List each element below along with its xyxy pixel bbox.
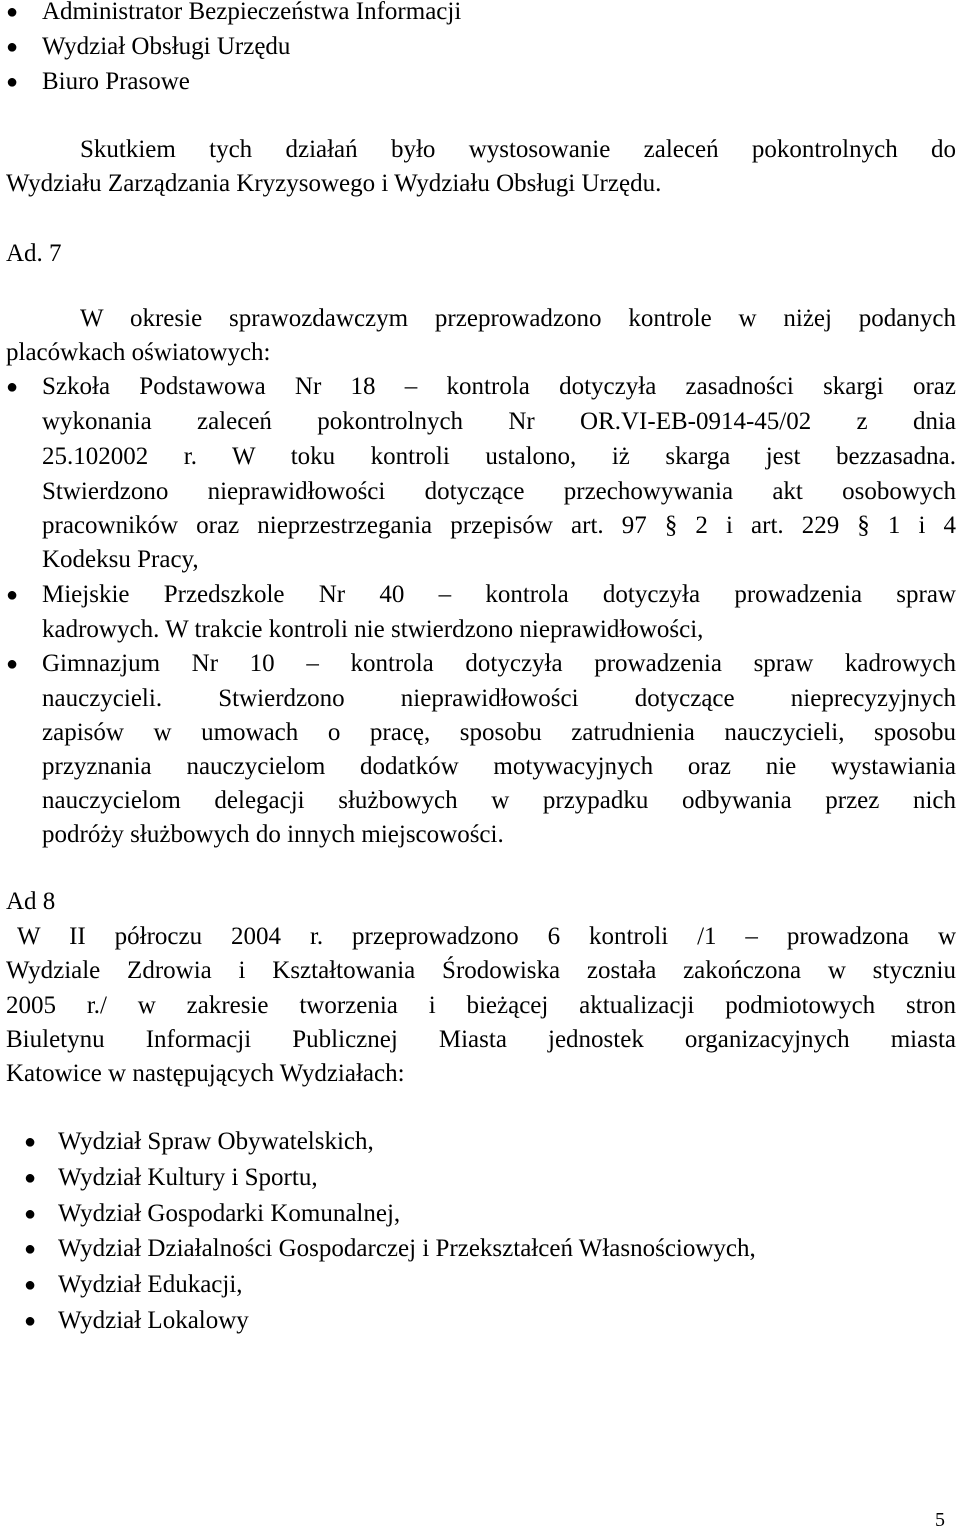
list-item-text: Wydział Gospodarki Komunalnej, bbox=[58, 1200, 401, 1227]
list-item-text: Wydział Obsługi Urzędu bbox=[42, 33, 291, 60]
bullet-icon: ● bbox=[6, 36, 19, 58]
paragraph-line: Wydziale Zdrowia i Kształtowania Środowiska została zakończona w styczniu bbox=[6, 957, 956, 984]
bullet-icon: ● bbox=[6, 376, 19, 398]
bullet-icon: ● bbox=[6, 1, 19, 23]
page-number: 5 bbox=[935, 1509, 945, 1531]
list-item-text: Wydział Spraw Obywatelskich, bbox=[58, 1128, 374, 1155]
bullet-icon: ● bbox=[24, 1274, 37, 1296]
bullet-icon: ● bbox=[24, 1203, 37, 1225]
list-item-line: zapisów w umowach o pracę, sposobu zatrudnienia nauczycieli, sposobu bbox=[42, 719, 956, 746]
list-item-line: wykonania zaleceń pokontrolnych Nr OR.VI-EB-0914-45/02 z dnia bbox=[42, 408, 956, 435]
list-item-text: Wydział Edukacji, bbox=[58, 1271, 243, 1298]
paragraph-line: Wydziału Zarządzania Kryzysowego i Wydziału Obsługi Urzędu. bbox=[6, 170, 662, 197]
list-item-text: Wydział Działalności Gospodarczej i Przekształceń Własnościowych, bbox=[58, 1235, 756, 1262]
bullet-icon: ● bbox=[24, 1238, 37, 1260]
list-item-line: 25.102002 r. W toku kontroli ustalono, iż skarga jest bezzasadna. bbox=[42, 443, 956, 470]
list-item-line: podróży służbowych do innych miejscowości. bbox=[42, 821, 504, 848]
list-item-line: kadrowych. W trakcie kontroli nie stwierdzono nieprawidłowości, bbox=[42, 616, 704, 643]
list-item-text: Wydział Lokalowy bbox=[58, 1307, 249, 1334]
paragraph-line: Biuletynu Informacji Publicznej Miasta jednostek organizacyjnych miasta bbox=[6, 1026, 956, 1053]
section-heading-ad7: Ad. 7 bbox=[6, 240, 62, 267]
paragraph-line: W okresie sprawozdawczym przeprowadzono kontrole w niżej podanych bbox=[80, 305, 956, 332]
bullet-icon: ● bbox=[6, 584, 19, 606]
list-item-line: Gimnazjum Nr 10 – kontrola dotyczyła prowadzenia spraw kadrowych bbox=[42, 650, 956, 677]
list-item-text: Administrator Bezpieczeństwa Informacji bbox=[42, 0, 462, 25]
paragraph-line: placówkach oświatowych: bbox=[6, 339, 271, 366]
list-item-line: przyznania nauczycielom dodatków motywacyjnych oraz nie wystawiania bbox=[42, 753, 956, 780]
list-item-text: Biuro Prasowe bbox=[42, 68, 190, 95]
bullet-icon: ● bbox=[6, 71, 19, 93]
list-item-line: Szkoła Podstawowa Nr 18 – kontrola dotyczyła zasadności skargi oraz bbox=[42, 373, 956, 400]
paragraph-line: Katowice w następujących Wydziałach: bbox=[6, 1060, 405, 1087]
list-item-line: nauczycielom delegacji służbowych w przypadku odbywania przez nich bbox=[42, 787, 956, 814]
list-item-line: Miejskie Przedszkole Nr 40 – kontrola dotyczyła prowadzenia spraw bbox=[42, 581, 956, 608]
list-item-line: Kodeksu Pracy, bbox=[42, 546, 199, 573]
list-item-line: pracowników oraz nieprzestrzegania przepisów art. 97 § 2 i art. 229 § 1 i 4 bbox=[42, 512, 956, 539]
bullet-icon: ● bbox=[24, 1131, 37, 1153]
list-item-line: Stwierdzono nieprawidłowości dotyczące przechowywania akt osobowych bbox=[42, 478, 956, 505]
bullet-icon: ● bbox=[24, 1167, 37, 1189]
list-item-text: Wydział Kultury i Sportu, bbox=[58, 1164, 318, 1191]
paragraph-line: W II półroczu 2004 r. przeprowadzono 6 kontroli /1 – prowadzona w bbox=[17, 923, 956, 950]
bullet-icon: ● bbox=[24, 1310, 37, 1332]
paragraph-line: Skutkiem tych działań było wystosowanie zaleceń pokontrolnych do bbox=[80, 136, 956, 163]
section-heading-ad8: Ad 8 bbox=[6, 888, 56, 915]
bullet-icon: ● bbox=[6, 653, 19, 675]
list-item-line: nauczycieli. Stwierdzono nieprawidłowości dotyczące nieprecyzyjnych bbox=[42, 685, 956, 712]
paragraph-line: 2005 r./ w zakresie tworzenia i bieżącej aktualizacji podmiotowych stron bbox=[6, 992, 956, 1019]
